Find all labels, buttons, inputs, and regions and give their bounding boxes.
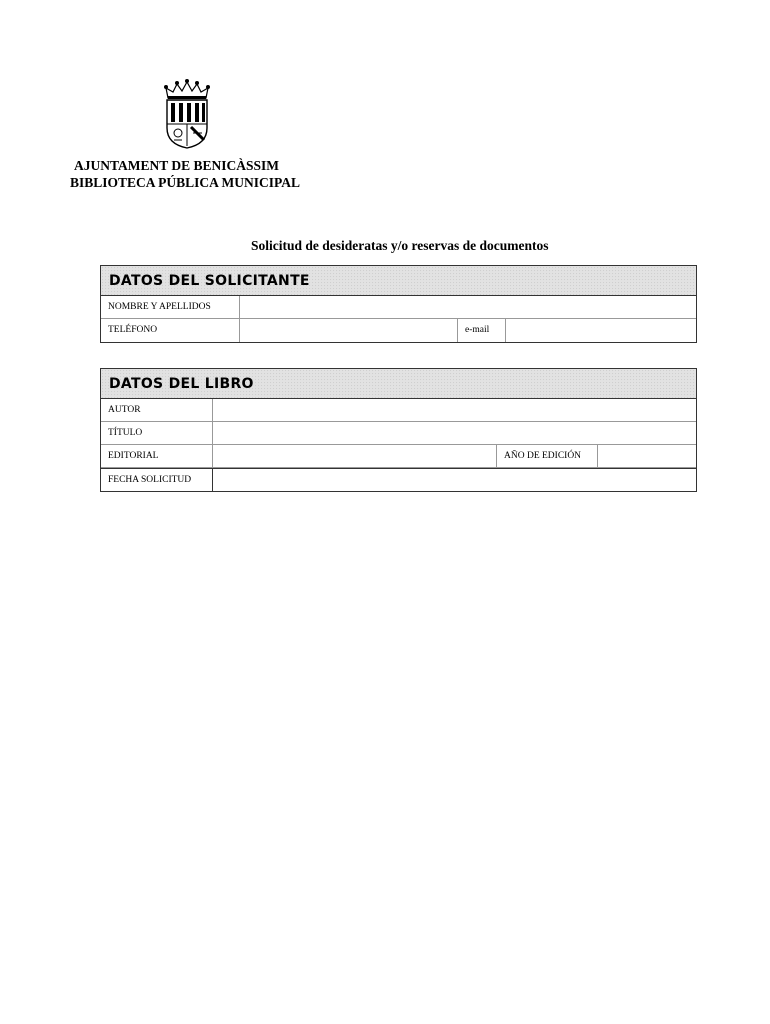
- year-field[interactable]: [597, 445, 696, 467]
- title-field[interactable]: [212, 422, 696, 444]
- email-label: e-mail: [457, 319, 505, 342]
- date-field[interactable]: [212, 469, 696, 491]
- applicant-section-heading: DATOS DEL SOLICITANTE: [109, 273, 310, 289]
- author-row: [101, 399, 696, 422]
- phone-label: TELÉFONO: [108, 325, 158, 335]
- date-label: FECHA SOLICITUD: [108, 475, 192, 485]
- date-row: [101, 468, 696, 491]
- title-row: [101, 422, 696, 445]
- book-section: [100, 368, 697, 492]
- applicant-section: [100, 265, 697, 343]
- publisher-field[interactable]: [212, 445, 496, 467]
- year-label: AÑO DE EDICIÓN: [496, 445, 597, 467]
- coat-of-arms-icon: [162, 78, 212, 150]
- publisher-label: EDITORIAL: [108, 451, 159, 461]
- title-label: TÍTULO: [108, 428, 143, 438]
- org-name: AJUNTAMENT DE BENICÀSSIM: [74, 158, 280, 173]
- organization-header: [70, 157, 300, 191]
- form-title: Solicitud de desideratas y/o reservas de documentos: [251, 238, 549, 253]
- book-section-heading: DATOS DEL LIBRO: [109, 376, 254, 392]
- applicant-section-header: [101, 266, 696, 296]
- name-field[interactable]: [239, 296, 696, 318]
- email-field[interactable]: [505, 319, 696, 342]
- author-label: AUTOR: [108, 405, 141, 415]
- library-name: BIBLIOTECA PÚBLICA MUNICIPAL: [70, 175, 301, 190]
- name-row: [101, 296, 696, 319]
- book-section-header: [101, 369, 696, 399]
- publisher-row: [101, 445, 696, 468]
- phone-row: [101, 319, 696, 342]
- name-label: NOMBRE Y APELLIDOS: [108, 302, 211, 312]
- author-field[interactable]: [212, 399, 696, 421]
- phone-field[interactable]: [239, 319, 457, 342]
